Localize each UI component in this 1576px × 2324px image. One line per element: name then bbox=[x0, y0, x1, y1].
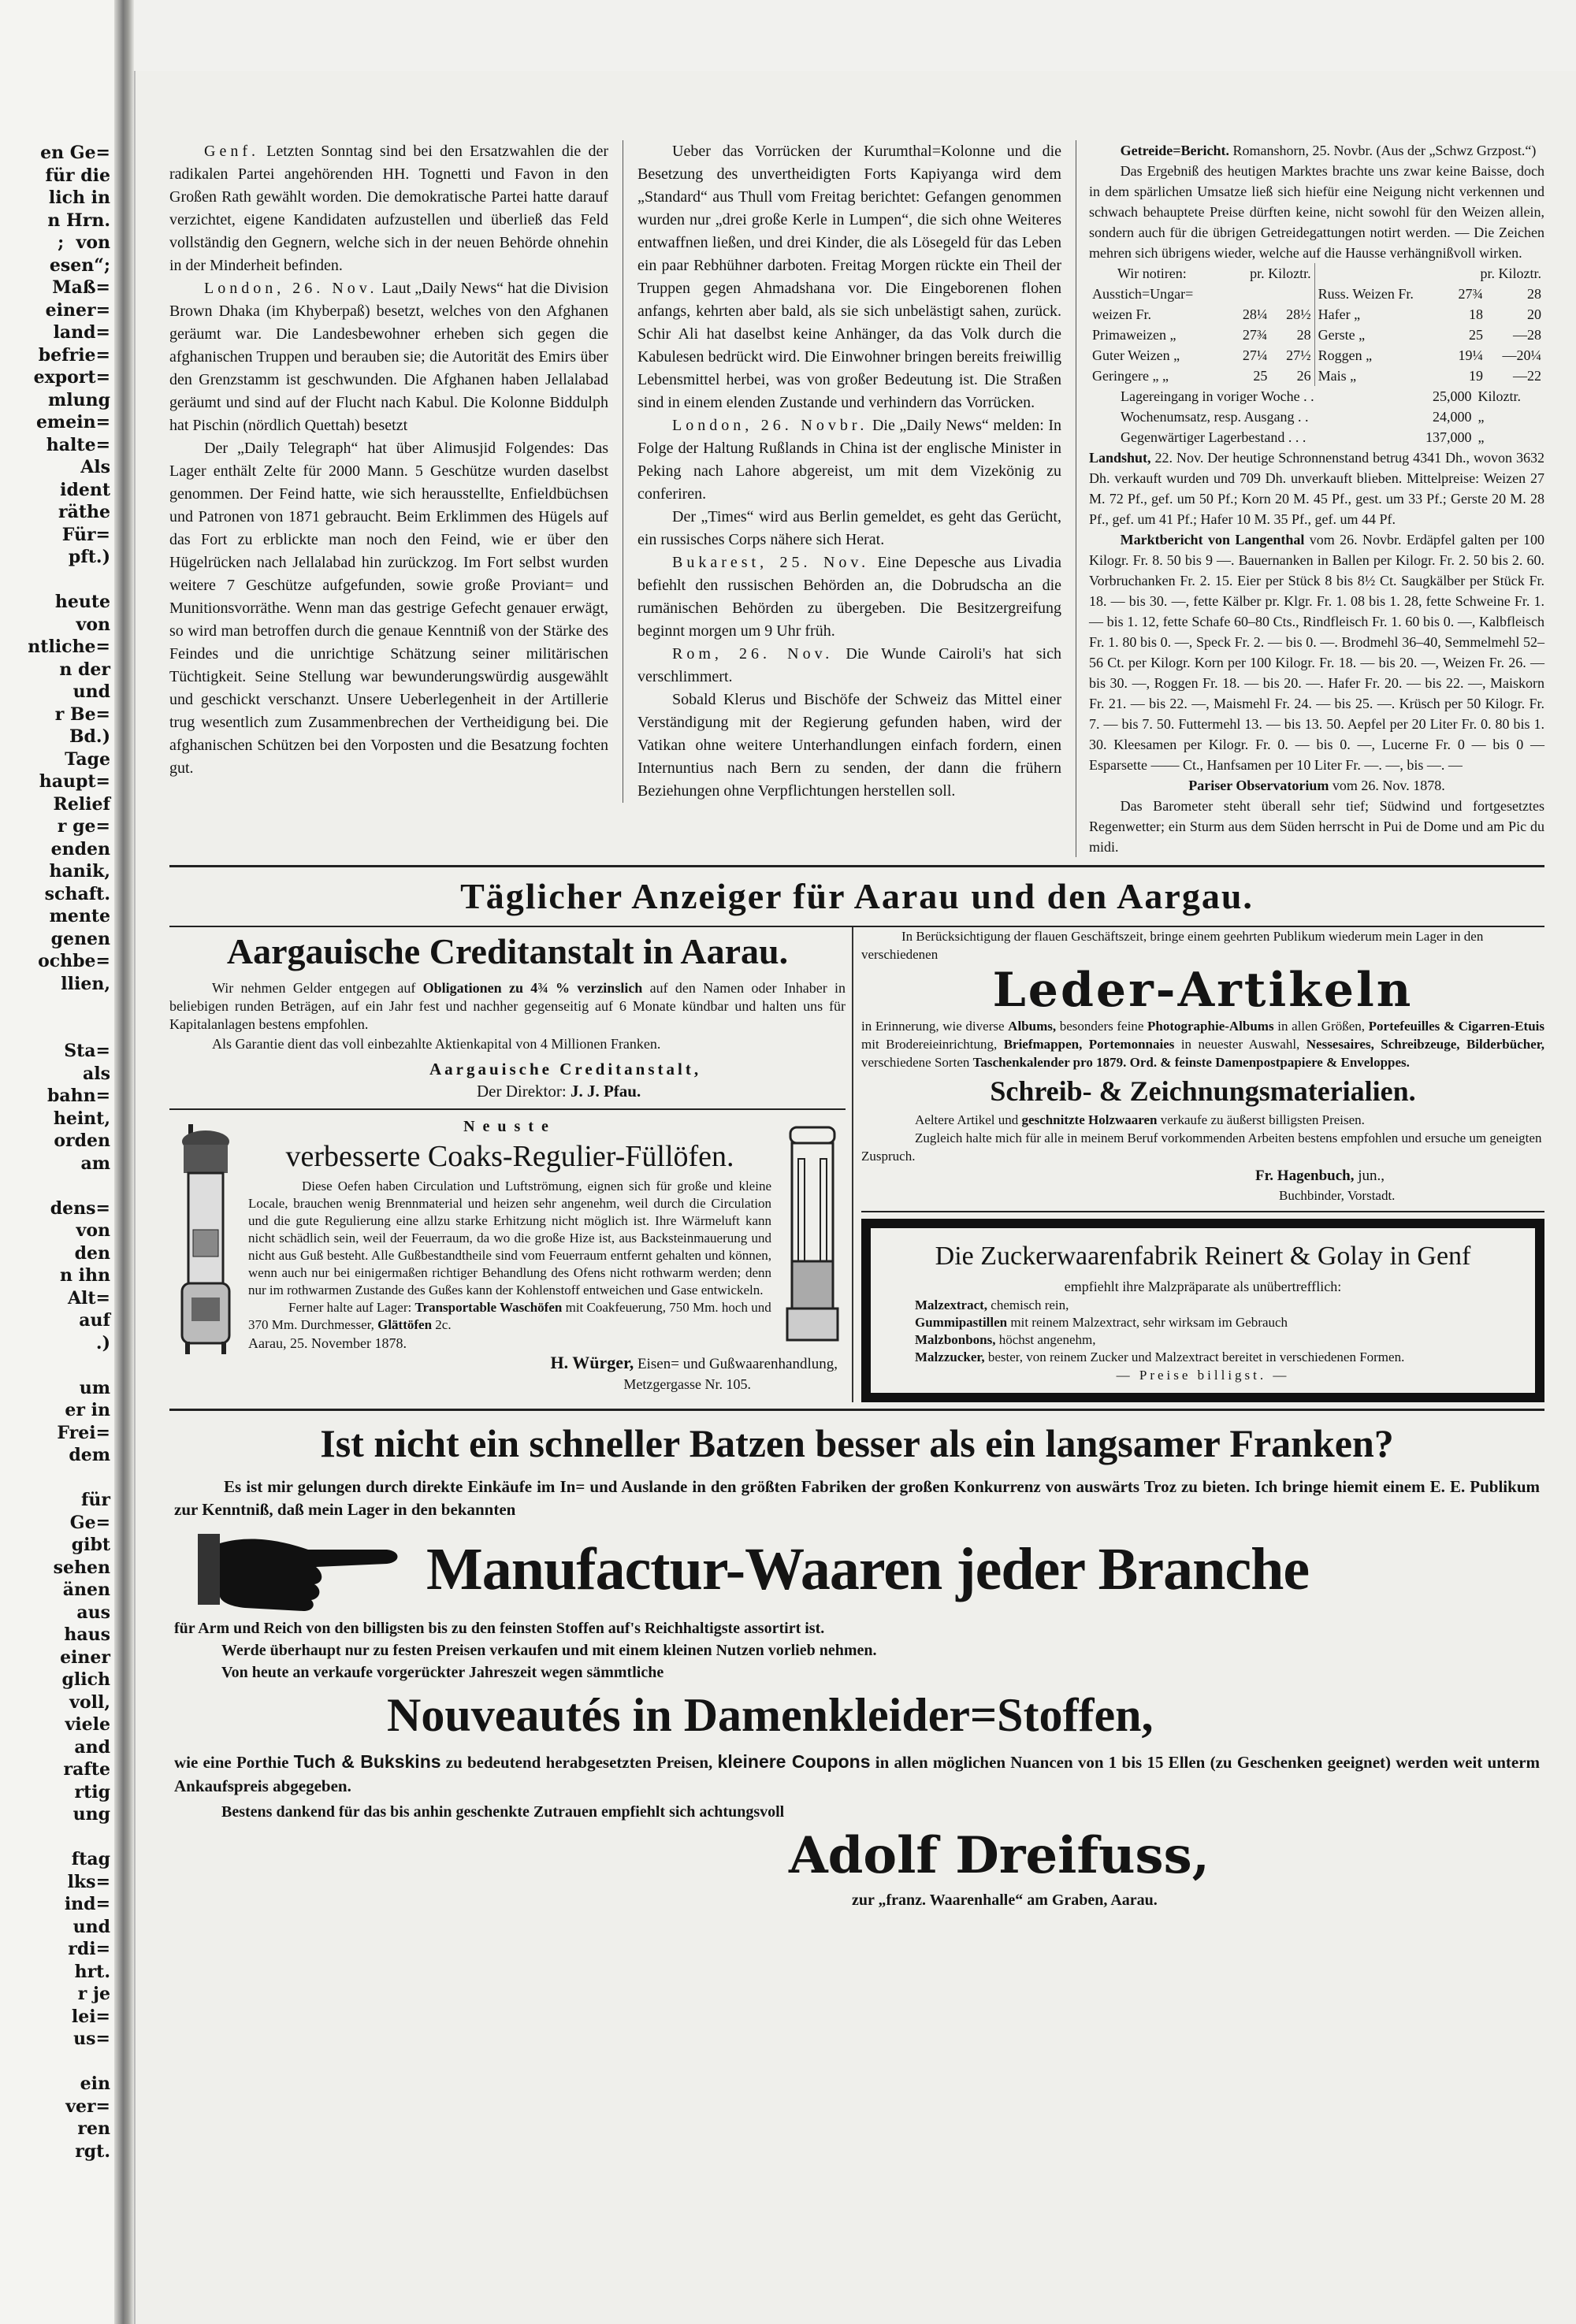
fragment-line: llien, bbox=[61, 973, 110, 994]
product-description: chemisch rein, bbox=[987, 1298, 1069, 1312]
fragment-line: halte= bbox=[46, 434, 110, 455]
text: wie eine Porthie bbox=[174, 1753, 294, 1772]
product-description: bester, von reinem Zucker und Malzextract bereitet in verschiedenen Formen. bbox=[984, 1349, 1405, 1364]
product-description: höchst angenehm, bbox=[995, 1332, 1096, 1347]
product-item bbox=[915, 1349, 1522, 1366]
stock-row bbox=[1117, 427, 1544, 447]
ad-footer: — Preise billigst. — bbox=[1116, 1368, 1290, 1383]
price-high: —28 bbox=[1513, 327, 1541, 343]
fragment-line: er in bbox=[65, 1400, 110, 1420]
page-content bbox=[169, 0, 1544, 1943]
fragment-line: genen bbox=[50, 928, 110, 949]
ad-kicker: Neuste bbox=[463, 1118, 556, 1135]
fragment-line: von bbox=[76, 1220, 110, 1241]
fragment-line: ind= bbox=[64, 1894, 110, 1914]
ad-text: für Arm und Reich von den billigsten bis zu den feinsten Stoffen auf's Reichhaltigste assortirt ist. bbox=[174, 1620, 825, 1637]
news-item-telegraph bbox=[169, 437, 608, 780]
ad-title: Aargauische Creditanstalt in Aarau. bbox=[226, 931, 789, 971]
langenthal-report bbox=[1089, 529, 1544, 775]
ad-address: Metzgergasse Nr. 105. bbox=[623, 1376, 751, 1392]
fragment-line bbox=[28, 1175, 110, 1197]
ad-title: Leder-Artikeln bbox=[992, 963, 1414, 1018]
price-low: 19 bbox=[1468, 368, 1483, 384]
name: Fr. Hagenbuch, bbox=[1255, 1168, 1355, 1184]
ad-address: zur „franz. Waarenhalle“ am Graben, Aarau. bbox=[852, 1891, 1158, 1909]
fragment-line: rgt. bbox=[75, 2140, 110, 2162]
fragment-line: den bbox=[74, 1242, 110, 1264]
fragment-line: ident bbox=[60, 479, 110, 500]
fragment-line: rtig bbox=[74, 1781, 110, 1802]
fragment-line: export= bbox=[33, 367, 110, 388]
fragment-line: für bbox=[80, 1490, 110, 1510]
text: Der Direktor: bbox=[477, 1082, 571, 1101]
text: mit Coakfeuerung, 750 Mm. hoch und 370 Mm. Durchmesser, bbox=[248, 1300, 771, 1332]
ad-date: Aarau, 25. November 1878. bbox=[248, 1335, 407, 1351]
dateline: London, 26. Nov. bbox=[204, 280, 378, 297]
fragment-line: Frei= bbox=[57, 1422, 110, 1443]
fragment-line: ; von bbox=[58, 232, 110, 253]
product-item bbox=[915, 1314, 1522, 1331]
ad-text: Bestens dankend für das bis anhin geschenkte Zutrauen empfiehlt sich achtungsvoll bbox=[221, 1803, 785, 1821]
ad-separator bbox=[861, 1211, 1544, 1212]
stove-illustration bbox=[177, 1119, 234, 1356]
fragment-line: für die bbox=[45, 165, 110, 186]
product-name: Malzzucker, bbox=[915, 1349, 985, 1364]
grain-name: Roggen „ bbox=[1314, 345, 1446, 366]
ad-subtitle: empfiehlt ihre Malzpräparate als unübertrefflich: bbox=[1064, 1279, 1342, 1294]
section-title: Getreide=Bericht. bbox=[1120, 143, 1229, 158]
fragment-line: ntliche= bbox=[28, 637, 110, 657]
product-name: Gummipastillen bbox=[915, 1315, 1008, 1330]
fragment-line: ftag bbox=[71, 1849, 110, 1869]
product-name: Nessesaires, Schreibzeuge, Bilderbücher, bbox=[1306, 1037, 1544, 1052]
grain-name: Russ. Weizen Fr. bbox=[1314, 284, 1446, 304]
text: in neuester Auswahl, bbox=[1174, 1037, 1307, 1052]
fragment-line: um bbox=[79, 1377, 110, 1398]
news-item-schweiz bbox=[637, 689, 1061, 803]
stock-label: Lagereingang in voriger Woche . . bbox=[1121, 388, 1314, 404]
ad-text bbox=[174, 1750, 1540, 1798]
price-high: 28 bbox=[1527, 286, 1541, 302]
fragment-line: gibt bbox=[71, 1535, 110, 1555]
fragment-line: .) bbox=[95, 1332, 110, 1353]
product-name: Photographie-Albums bbox=[1147, 1019, 1274, 1034]
article-text: Eine Depesche aus Livadia befiehlt den russischen Behörden an, die Dobrudscha an die rumänischen Behörden zu übergeben. Die Besitzergreifung beginnt morgen um 9 Uhr früh. bbox=[637, 554, 1061, 640]
price-low: 25 bbox=[1468, 327, 1483, 343]
fragment-line: rdi= bbox=[68, 1939, 110, 1959]
fragment-line: r ge= bbox=[57, 816, 110, 837]
fragment-line: als bbox=[83, 1063, 110, 1084]
fragment-line: us= bbox=[73, 2029, 110, 2049]
fragment-line: auf bbox=[79, 1310, 110, 1331]
fragment-line: dem bbox=[69, 1445, 110, 1465]
fragment-line bbox=[28, 569, 110, 592]
fragment-line: sehen bbox=[53, 1557, 110, 1578]
article-text: Die „Daily News“ melden: In Folge der Haltung Rußlands in China ist der englische Minister in Peking nach Lahore abgereist, um mit dem Vizekönig zu conferiren. bbox=[637, 417, 1061, 503]
price-high: 28½ bbox=[1286, 306, 1311, 322]
text: jun., bbox=[1354, 1168, 1385, 1184]
fragment-line: einer= bbox=[45, 299, 110, 321]
grain-report-text: Das Ergebniß des heutigen Marktes brachte uns zwar keine Baisse, doch in dem spärlichen Umsatze ließ sich hiefür eine Neigung nicht verkennen und schwach behauptete Preise dürften keine, nicht sowohl für den Weizen allein, sondern auch für die übrigen Getreidegattungen notirt werden. — Die Zeichen mehren sich übrigens wieder, welche auf die Hausse verhängnißvoll wirken. bbox=[1089, 163, 1544, 261]
stock-value: 25,000 bbox=[1432, 388, 1472, 404]
fragment-line: von bbox=[76, 614, 110, 635]
grain-price-table bbox=[1089, 263, 1544, 386]
fragment-line bbox=[28, 2051, 110, 2073]
price-high: 28 bbox=[1296, 327, 1311, 343]
ad-creditanstalt bbox=[169, 927, 846, 1102]
paris-heading bbox=[1089, 775, 1544, 796]
fragment-line: emein= bbox=[35, 412, 110, 433]
text: in Erinnerung, wie diverse bbox=[861, 1019, 1009, 1034]
adjacent-page-text bbox=[28, 142, 110, 2163]
text: auf den Namen oder Inhaber in beliebigen runden Beträgen, auf ein Jahr fest und nachher gegenseitig auf 6 Monate kündbar und halten uns für Kapitalanlagen bestens empfohlen. bbox=[169, 980, 846, 1032]
fragment-line: Maß= bbox=[52, 277, 110, 298]
fragment-line: esen“; bbox=[49, 254, 110, 276]
price-high bbox=[1270, 284, 1314, 304]
ad-text bbox=[861, 1111, 1544, 1129]
product: kleinere Coupons bbox=[717, 1751, 871, 1772]
fragment-line: viele bbox=[65, 1714, 110, 1735]
emphasis: Obligationen zu 4¾ % verzinslich bbox=[422, 980, 643, 996]
manufactur-row bbox=[174, 1526, 1540, 1613]
product: Transportable Waschöfen bbox=[414, 1300, 563, 1315]
dateline: vom 26. Nov. 1878. bbox=[1329, 778, 1445, 793]
stove-cross-section-illustration bbox=[784, 1119, 841, 1348]
ad-text: Zugleich halte mich für alle in meinem Beruf vorkommenden Arbeiten bestens empfohlen und ersuche um geneigten Zuspruch. bbox=[861, 1130, 1542, 1164]
ad-text bbox=[861, 1017, 1544, 1071]
fragment-line: lei= bbox=[71, 2006, 110, 2027]
ad-text bbox=[169, 1299, 846, 1334]
news-item-london-2 bbox=[637, 414, 1061, 506]
ads-right-column bbox=[853, 927, 1544, 1402]
ad-text: Werde überhaupt nur zu festen Preisen verkaufen und mit einem kleinen Nutzen vorlieb nehmen. bbox=[221, 1642, 877, 1659]
fragment-line: ein bbox=[80, 2073, 110, 2094]
article-text: Letzten Sonntag sind bei den Ersatzwahlen die der radikalen Partei angehörenden HH. Tognetti und Favon in den Großen Rath gewählt worden. Die demokratische Partei hatte darauf verzichtet, eigene Kandidaten aufzustellen und überließ das Feld vollständig den Gegnern, welche sich in der neuen Behörde ohnehin in der Minderheit befinden. bbox=[169, 143, 608, 274]
text: verkaufe zu äußerst billigsten Preisen. bbox=[1157, 1112, 1365, 1127]
ad-title: Die Zuckerwaarenfabrik Reinert & Golay in Genf bbox=[935, 1242, 1471, 1271]
section-title: Marktbericht von Langenthal bbox=[1120, 532, 1305, 548]
grain-name: Primaweizen „ bbox=[1092, 327, 1176, 343]
fragment-line: lich in bbox=[48, 187, 110, 208]
text: Wir nehmen Gelder entgegen auf bbox=[212, 980, 423, 996]
fragment-line: Ge= bbox=[69, 1512, 110, 1533]
fragment-line: glich bbox=[61, 1669, 110, 1690]
news-column-2 bbox=[623, 140, 1076, 803]
text: Eisen= und Gußwaarenhandlung, bbox=[634, 1356, 838, 1372]
product-name: Malzbonbons, bbox=[915, 1332, 996, 1347]
fragment-line: lks= bbox=[67, 1871, 110, 1892]
ad-text: In Berücksichtigung der flauen Geschäftszeit, bringe einem geehrten Publikum wiederum mein Lager in den verschiedenen bbox=[861, 929, 1484, 962]
article-text: Ueber das Vorrücken der Kurumthal=Kolonne und die Besetzung des unvertheidigten Forts Kapiyanga wird dem „Standard“ aus Thull vom Freitag berichtet: Gefangen genommen wurden nur „drei große Kerle in Lumpen“, die sich ohne Weiteres entwaffnen ließen, und drei Kinder, die als Lösegeld für das Leben ein paar Rebhühner darboten. Freitag Morgen rückte ein Theil der Truppen gegen Ahmadshana vor. Die Eingeborenen flohen anfangs, kehrten aber bald, als sie sich unbelästigt sahen, zurück. Schir Ali hat daselbst keine Anhänger, da das Volk durch die Kabulesen bedrückt wird. Die Einwohner bringen bereits freiwillig Lebensmittel herbei, was von großer Bedeutung ist. Die Straßen sind in einem elenden Zustande und verhindern das Vorrücken. bbox=[637, 143, 1061, 411]
grain-name: Mais „ bbox=[1314, 366, 1446, 386]
price-low: 27¾ bbox=[1242, 327, 1268, 343]
fragment-line: ver= bbox=[65, 2096, 110, 2117]
signature-director bbox=[477, 1080, 846, 1102]
news-item-rom bbox=[637, 643, 1061, 689]
landshut-report bbox=[1089, 447, 1544, 529]
news-item-london bbox=[169, 277, 608, 437]
fragment-line bbox=[28, 1467, 110, 1490]
fragment-line: mlung bbox=[47, 389, 110, 410]
grain-name: Geringere „ „ bbox=[1092, 368, 1169, 384]
text: Ferner halte auf Lager: bbox=[288, 1300, 415, 1315]
ad-zuckerwaaren bbox=[861, 1219, 1544, 1402]
stock-unit: „ bbox=[1478, 409, 1485, 425]
fragment-line: und bbox=[72, 681, 110, 702]
fragment-line: haupt= bbox=[39, 771, 110, 792]
fragment-line: mente bbox=[49, 906, 110, 926]
fragment-line: ung bbox=[72, 1804, 110, 1825]
price-low bbox=[1227, 284, 1270, 304]
stock-table bbox=[1117, 386, 1544, 447]
ad-signature bbox=[1255, 1165, 1544, 1186]
emphasis: geschnitzte Holzwaaren bbox=[1021, 1112, 1158, 1127]
article-text: Der „Times“ wird aus Berlin gemeldet, es geht das Gerücht, ein russisches Corps nähere sich Herat. bbox=[637, 508, 1061, 548]
fragment-line: orden bbox=[54, 1130, 110, 1151]
ad-text: Es ist mir gelungen durch direkte Einkäufe im In= und Auslande in den größten Fabriken der großen Konkurrenz von auswärts Troz zu bieten. Ich bringe hiemit einem E. E. Publikum zur Kenntniß, daß mein Lager in den bekannten bbox=[174, 1477, 1540, 1519]
ad-separator bbox=[169, 1108, 846, 1110]
price-low: 28¼ bbox=[1242, 306, 1268, 322]
product-list bbox=[915, 1297, 1522, 1366]
section-title: Landshut, bbox=[1089, 450, 1151, 466]
fragment-line: r Be= bbox=[54, 704, 110, 725]
grain-name: Ausstich=Ungar= bbox=[1092, 286, 1194, 302]
price-low: 18 bbox=[1468, 306, 1483, 322]
price-low: 27¼ bbox=[1242, 347, 1268, 363]
price-row bbox=[1089, 345, 1544, 366]
fragment-line: n ihn bbox=[59, 1265, 110, 1286]
fragment-line bbox=[28, 995, 110, 1018]
text: verschiedene Sorten bbox=[861, 1055, 973, 1070]
stock-label: Gegenwärtiger Lagerbestand . . . bbox=[1121, 429, 1307, 445]
fragment-line: räthe bbox=[58, 502, 110, 522]
ad-headline: Ist nicht ein schneller Batzen besser als ein langsamer Franken? bbox=[320, 1421, 1394, 1465]
news-item-times bbox=[637, 506, 1061, 551]
price-row bbox=[1089, 366, 1544, 386]
fragment-line: en Ge= bbox=[40, 143, 110, 163]
fragment-line: hanik, bbox=[49, 861, 110, 882]
text: 2c. bbox=[432, 1317, 452, 1332]
price-high: —20¼ bbox=[1502, 347, 1541, 363]
fragment-line: heute bbox=[54, 592, 110, 612]
text: in allen Größen, bbox=[1273, 1019, 1369, 1034]
fragment-line bbox=[28, 1826, 110, 1849]
ad-dreifuss bbox=[169, 1411, 1544, 1911]
ad-signature: Adolf Dreifuss, bbox=[789, 1826, 1210, 1885]
section-title: Pariser Observatorium bbox=[1188, 778, 1329, 793]
fragment-line: r je bbox=[77, 1984, 110, 2004]
fragment-line: Alt= bbox=[67, 1287, 110, 1309]
article-text: Laut „Daily News“ hat die Division Brown Dhaka (im Khyberpaß) besetzt, welches von den Afghanen geräumt war. Die Landesbewohner erheben sich gegen die afghanischen Truppen und berauben sie; die Autorität des Emirs über den Grenzstamm ist geschwunden. Die Afghanen haben Jellalabad geräumt und sind auf der Flucht nach Kabul. Die Kolonne Biddulph hat Pischin (nördlich Quettah) besetzt bbox=[169, 280, 608, 434]
weather-report: Das Barometer steht überall sehr tief; Südwind und fortgesetztes Regenwetter; ein Sturm aus dem Süden herrscht in Pui de Dome und am Pic du midi. bbox=[1089, 798, 1544, 855]
product-name: Taschenkalender pro 1879. Ord. & feinste Damenpostpapiere & Enveloppes. bbox=[972, 1055, 1410, 1070]
adjacent-page-strip bbox=[0, 0, 118, 2324]
text: besonders feine bbox=[1056, 1019, 1148, 1034]
price-high: 27½ bbox=[1286, 347, 1311, 363]
fragment-line: Als bbox=[80, 457, 110, 477]
name: H. Würger, bbox=[550, 1353, 634, 1372]
product-name: Malzextract, bbox=[915, 1298, 988, 1312]
product-name: Albums, bbox=[1008, 1019, 1057, 1034]
text: Aeltere Artikel und bbox=[915, 1112, 1022, 1127]
price-low: 25 bbox=[1253, 368, 1268, 384]
grain-name: Gerste „ bbox=[1314, 325, 1446, 345]
fragment-line: dens= bbox=[50, 1197, 110, 1219]
dateline: Genf. bbox=[204, 143, 259, 160]
product-description: mit reinem Malzextract, sehr wirksam im Gebrauch bbox=[1007, 1315, 1288, 1330]
ad-text: Von heute an verkaufe vorgerückter Jahreszeit wegen sämmtliche bbox=[221, 1664, 664, 1681]
product-name: Briefmappen, Portemonnaies bbox=[1003, 1037, 1175, 1052]
fragment-line: heint, bbox=[53, 1108, 110, 1129]
name: J. J. Pfau. bbox=[570, 1082, 641, 1101]
product: Glättöfen bbox=[377, 1317, 433, 1332]
grain-name: Guter Weizen „ bbox=[1092, 347, 1180, 363]
stock-unit: Kiloztr. bbox=[1478, 388, 1521, 404]
fragment-line: and bbox=[74, 1736, 110, 1758]
fragment-line: n Hrn. bbox=[47, 210, 110, 231]
fragment-line: einer bbox=[60, 1646, 110, 1668]
price-high: 20 bbox=[1527, 306, 1541, 322]
fragment-line: befrie= bbox=[38, 344, 110, 366]
ad-big-heading: Manufactur-Waaren jeder Branche bbox=[426, 1536, 1310, 1602]
fragment-line: bahn= bbox=[46, 1086, 110, 1106]
advertiser-masthead: Täglicher Anzeiger für Aarau und den Aargau. bbox=[460, 876, 1254, 916]
text: mit Brodereieinrichtung, bbox=[861, 1037, 1004, 1052]
grain-report-heading bbox=[1089, 140, 1544, 161]
report-text: 22. Nov. Der heutige Schronnenstand betrug 4341 Dh., wovon 3632 Dh. verkauft wurden und 709 Dh. unverkauft blieben. Mittelpreise: Weizen 27 M. 72 Pf., gef. um 50 Pf.; Korn 20 M. 45 Pf., gest. um 33 Pf.; Gerste 20 M. 28 Pf., gef. um 41 Pf.; Hafer 10 M. 35 Pf., gef. um 44 Pf. bbox=[1089, 450, 1544, 527]
price-row bbox=[1089, 304, 1544, 325]
price-high: 26 bbox=[1296, 368, 1311, 384]
column-header: pr. Kiloztr. bbox=[1250, 265, 1311, 281]
fragment-line: Tage bbox=[65, 748, 110, 770]
fragment-line: änen bbox=[62, 1580, 110, 1600]
fragment-line bbox=[28, 1018, 110, 1041]
ad-big-heading: Nouveautés in Damenkleider=Stoffen, bbox=[387, 1689, 1154, 1741]
table-divider-cell bbox=[1314, 263, 1446, 284]
price-row bbox=[1089, 325, 1544, 345]
fragment-line: n der bbox=[59, 659, 110, 680]
grain-name: weizen Fr. bbox=[1092, 306, 1151, 322]
fragment-line: ren bbox=[77, 2118, 110, 2139]
fragment-line: aus bbox=[76, 1602, 110, 1623]
ad-text: Diese Oefen haben Circulation und Luftströmung, eignen sich für große und kleine Locale, brauchen wenig Brennmaterial und heizen sehr angenehm, weil durch die Circulation und die gute Regulierung eine allzu starke Erhitzung nicht möglich ist. Ihre Wärmeluft kann nicht schädlich sein, weil der Feuerraum, da wo die große Hize ist, aus Backsteinmauerung und nicht aus Guß besteht. Alle Gußbestandtheile sind vom Feuerraum entfernt gehalten und können, wenn auch nur bei einigermaßen richtiger Behandlung des Ofens nicht rothwarm werden; denn nur im rothwarmen Zustande des Gußes kann der Kohlenstoff entweichen und Gase entwickeln. bbox=[248, 1179, 771, 1298]
fragment-line: Bd.) bbox=[69, 726, 110, 747]
news-column-3 bbox=[1076, 140, 1544, 857]
dateline: Bukarest, 25. Nov. bbox=[672, 554, 870, 571]
ad-leder-artikel bbox=[861, 927, 1544, 1205]
ad-address: Buchbinder, Vorstadt. bbox=[1279, 1188, 1396, 1203]
ads-left-column bbox=[169, 927, 853, 1402]
price-low: 19¼ bbox=[1458, 347, 1483, 363]
ad-signature bbox=[169, 1353, 846, 1375]
stock-row bbox=[1117, 386, 1544, 407]
news-item-genf bbox=[169, 140, 608, 277]
fragment-line: und bbox=[72, 1916, 110, 1937]
fragment-line: hrt. bbox=[74, 1961, 110, 1982]
ad-subtitle: Schreib- & Zeichnungsmaterialien. bbox=[990, 1075, 1416, 1107]
news-column-1 bbox=[169, 140, 623, 780]
fragment-line: Für= bbox=[61, 524, 110, 545]
grain-name: Hafer „ bbox=[1314, 304, 1446, 325]
fragment-line: schaft. bbox=[44, 883, 110, 904]
product: Tuch & Bukskins bbox=[293, 1751, 441, 1772]
fragment-line: Relief bbox=[53, 793, 110, 815]
section-rule bbox=[169, 865, 1544, 867]
text: in allen möglichen Nuancen von 1 bis 15 Ellen (zu Geschenken geeignet) werden weit unterm Ankaufspreis abgegeben. bbox=[174, 1753, 1541, 1795]
pointing-hand-icon bbox=[198, 1526, 403, 1613]
dateline: London, 26. Novbr. bbox=[672, 417, 868, 434]
stock-row bbox=[1117, 407, 1544, 427]
ad-text: Als Garantie dient das voll einbezahlte Aktienkapital von 4 Millionen Franken. bbox=[212, 1036, 661, 1052]
fragment-line: am bbox=[80, 1153, 110, 1174]
ad-text bbox=[169, 979, 846, 1034]
text: zu bedeutend herabgesetzten Preisen, bbox=[440, 1753, 718, 1772]
product-item bbox=[915, 1331, 1522, 1349]
stock-unit: „ bbox=[1478, 429, 1485, 445]
signature-institution: Aargauische Creditanstalt, bbox=[429, 1060, 702, 1078]
fragment-line: enden bbox=[50, 838, 110, 859]
price-low: 27¾ bbox=[1458, 286, 1483, 302]
fragment-line bbox=[28, 1354, 110, 1377]
ad-stoves bbox=[169, 1116, 846, 1394]
fragment-line: land= bbox=[53, 322, 110, 343]
fragment-line: haus bbox=[64, 1624, 110, 1645]
article-text: Der „Daily Telegraph“ hat über Alimusjid Folgendes: Das Lager enthält Zelte für 2000 Mann. 5 Geschütze wurden daselbst genommen. Der Feind hatte, wie sich herausstellte, Enfieldbüchsen und Patronen von 1871 gebraucht. Beim Erklimmen des Hügels auf das Fort zu erblickte man noch den Feind, wie er über den Hügelrücken nach Jellalabad hin zurückzog. Im Fort selbst wurden weitere 7 Geschütze aufgefunden, sowie große Proviant= und Munitionsvorräthe. Wenn man das gestrige Gefecht genauer erwägt, so wird man betroffen durch die genaue Kenntniß von der Stärke des Feindes und die unrichtige Schätzung seiner militärischen Tüchtigkeit. Seine Stellung war bewunderungswürdig ausgewählt und geschickt verschanzt. Unsere Ueberlegenheit in der Artillerie trug wesentlich zum Zusammenbrechen der Vertheidigung bei. Die afghanischen Schützen bei den Vorposten und die Besatzung fochten gut. bbox=[169, 440, 608, 777]
product-name: Portefeuilles & Cigarren-Etuis bbox=[1368, 1019, 1544, 1034]
ad-title: verbesserte Coaks-Regulier-Füllöfen. bbox=[285, 1140, 734, 1173]
fragment-line: Sta= bbox=[64, 1041, 110, 1061]
table-label: Wir notiren: bbox=[1117, 265, 1187, 281]
article-text: Sobald Klerus und Bischöfe der Schweiz das Mittel einer Verständigung mit der Regierung gefunden haben, wird der Vatikan ohne weitere Unterhandlungen einfach fordern, einen Internuntius nach Bern zu senden, der dann die frühern Beziehungen ohne Verpflichtungen herstellen soll. bbox=[637, 691, 1061, 800]
stock-value: 137,000 bbox=[1425, 429, 1472, 445]
news-item-bukarest bbox=[637, 551, 1061, 643]
dateline: Rom, 26. Nov. bbox=[672, 645, 834, 663]
price-row bbox=[1089, 284, 1544, 304]
price-high: —22 bbox=[1513, 368, 1541, 384]
fragment-line: rafte bbox=[63, 1759, 110, 1780]
page-gutter-shadow bbox=[114, 0, 134, 2324]
product-item bbox=[915, 1297, 1522, 1314]
fragment-line: ochbe= bbox=[38, 951, 110, 971]
stock-value: 24,000 bbox=[1432, 409, 1472, 425]
stock-label: Wochenumsatz, resp. Ausgang . . bbox=[1121, 409, 1309, 425]
fragment-line: voll, bbox=[69, 1691, 110, 1713]
report-text: vom 26. Novbr. Erdäpfel galten per 100 Kilogr. Fr. 8. 50 bis 9 —. Bauernanken in Ballen per Kilogr. Fr. 2. 50 bis 2. 60. Vorbruchanken Fr. 2. 15. Eier per Stück 8 bis 8½ Ct. Saugkälber per Stück Fr. 18. — bis 30. —, fette Kälber pr. Klgr. Fr. 1. 08 bis 1. 28, fette Schweine Fr. 1. — bis 1. 12, fette Schafe 60–80 Cts., Rindfleisch Fr. 1. 60 bis 0. —, Kalbfleisch Fr. 1. 80 bis 0. —, Speck Fr. 2. — bis 0. —. Brodmehl 36–40, Semmelmehl 52–56 Ct. per Kilogr. Korn per 100 Kilogr. Fr. 18. — bis 20. —, Weizen Fr. 26. — bis 30. —, Roggen Fr. 18. — bis 20. —. Hafer Fr. 20. — bis 22. —, Maiskorn Fr. 21. — bis 22. —, Maismehl Fr. 24. — bis 25. —. Krüsch per 50 Kilogr. Fr. 7. — bis 7. 50. Futtermehl 13. — bis 13. 50. Aepfel per 20 Liter Fr. 0. 80 bis 1. 30. Kleesamen per Kilogr. Fr. 0. — bis 0. —, Lucerne Fr. 0 — bis 0 — Esparsette —— Ct., Hanfsamen per 10 Liter Fr. —. —, bis —. — bbox=[1089, 532, 1544, 773]
dateline: Romanshorn, 25. Novbr. (Aus der „Schwz Grzpost.“) bbox=[1228, 143, 1537, 158]
news-item-kurumthal bbox=[637, 140, 1061, 414]
article-text: Die Wunde Cairoli's hat sich verschlimmert. bbox=[637, 645, 1061, 685]
ads-section bbox=[169, 927, 1544, 1402]
fragment-line: pft.) bbox=[68, 547, 110, 567]
news-section bbox=[169, 140, 1544, 857]
column-header: pr. Kiloztr. bbox=[1480, 265, 1541, 281]
